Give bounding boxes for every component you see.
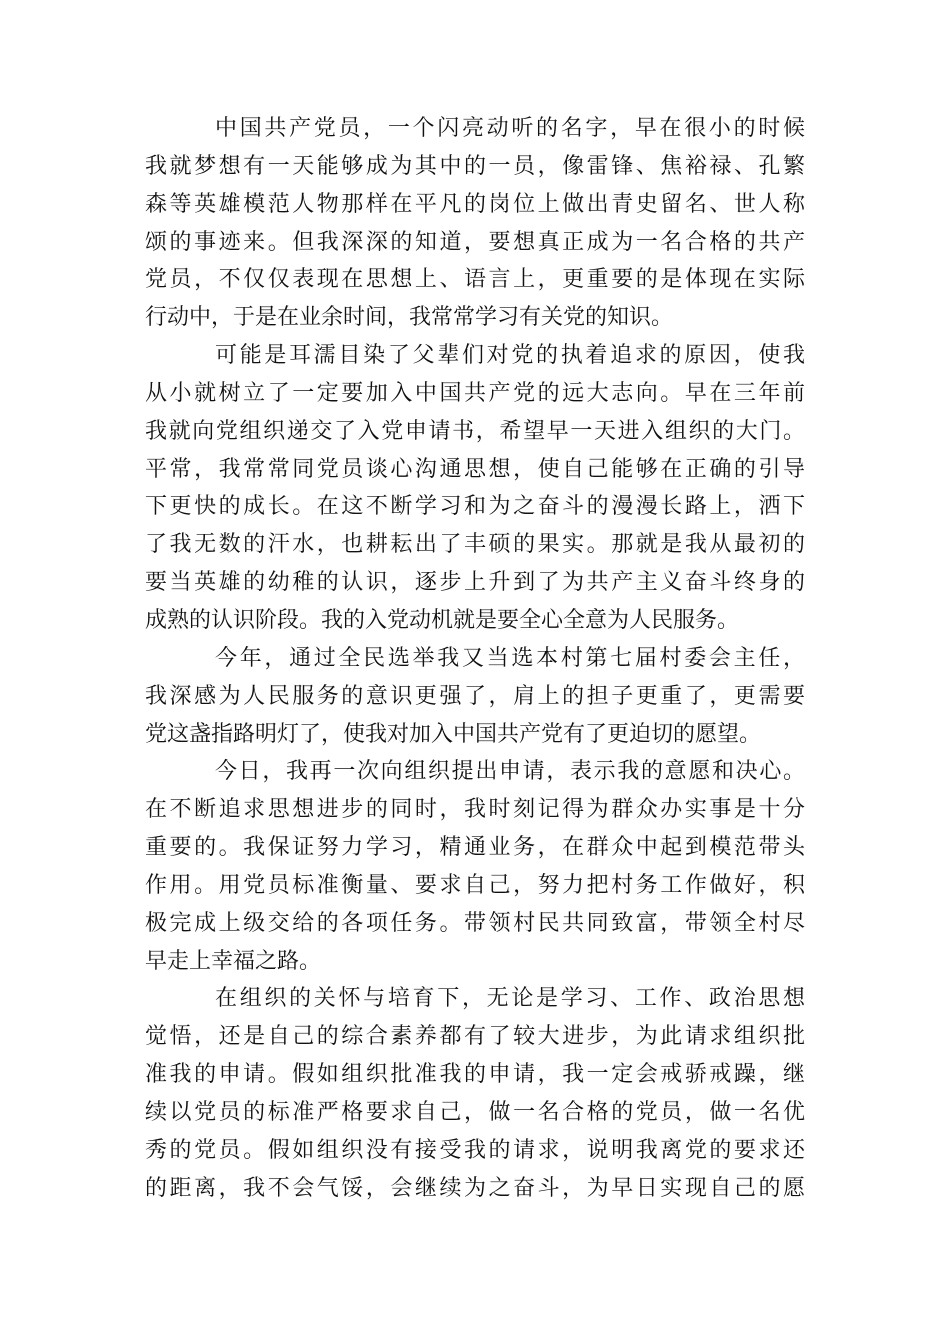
text-line: 行动中，于是在业余时间，我常常学习有关党的知识。 [145, 305, 674, 331]
text-line: 准我的申请。假如组织批准我的申请，我一定会戒骄戒躁，继 [145, 1062, 805, 1088]
text-line: 早走上幸福之路。 [145, 948, 322, 974]
paragraph-2 [145, 337, 805, 640]
text-line: 党员，不仅仅表现在思想上、语言上，更重要的是体现在实际 [145, 267, 805, 293]
text-line: 下更快的成长。在这不断学习和为之奋斗的漫漫长路上，洒下 [145, 494, 805, 520]
text-line: 重要的。我保证努力学习，精通业务，在群众中起到模范带头 [145, 835, 805, 861]
text-line: 要当英雄的幼稚的认识，逐步上升到了为共产主义奋斗终身的 [145, 570, 805, 596]
document-body [145, 110, 805, 1207]
text-line: 森等英雄模范人物那样在平凡的岗位上做出青史留名、世人称 [145, 191, 805, 217]
text-line: 中国共产党员，一个闪亮动听的名字，早在很小的时候 [215, 116, 805, 141]
text-line: 在不断追求思想进步的同时，我时刻记得为群众办实事是十分 [145, 797, 805, 823]
text-line: 在组织的关怀与培育下，无论是学习、工作、政治思想 [215, 986, 805, 1012]
text-line: 我深感为人民服务的意识更强了，肩上的担子更重了，更需要 [145, 683, 805, 709]
text-line: 今日，我再一次向组织提出申请，表示我的意愿和决心。 [215, 759, 805, 785]
text-line: 我就向党组织递交了入党申请书，希望早一天进入组织的大门。 [145, 418, 805, 444]
text-line: 作用。用党员标准衡量、要求自己，努力把村务工作做好，积 [145, 872, 805, 898]
text-line: 极完成上级交给的各项任务。带领村民共同致富，带领全村尽 [145, 910, 805, 936]
paragraph-1 [145, 110, 805, 337]
text-line: 颂的事迹来。但我深深的知道，要想真正成为一名合格的共产 [145, 229, 805, 255]
text-line: 成熟的认识阶段。我的入党动机就是要全心全意为人民服务。 [145, 607, 740, 633]
text-line: 今年，通过全民选举我又当选本村第七届村委会主任， [215, 645, 805, 671]
paragraph-5 [145, 980, 805, 1207]
text-line: 我就梦想有一天能够成为其中的一员，像雷锋、焦裕禄、孔繁 [145, 153, 805, 179]
text-line: 续以党员的标准严格要求自己，做一名合格的党员，做一名优 [145, 1099, 805, 1125]
paragraph-4 [145, 753, 805, 980]
text-line: 秀的党员。假如组织没有接受我的请求，说明我离党的要求还 [145, 1137, 805, 1163]
text-line: 平常，我常常同党员谈心沟通思想，使自己能够在正确的引导 [145, 456, 805, 482]
text-line: 党这盏指路明灯了，使我对加入中国共产党有了更迫切的愿望。 [145, 721, 762, 747]
paragraph-3 [145, 640, 805, 754]
text-line: 觉悟，还是自己的综合素养都有了较大进步，为此请求组织批 [145, 1024, 805, 1050]
text-line: 的距离，我不会气馁，会继续为之奋斗，为早日实现自己的愿 [145, 1175, 805, 1201]
text-line: 可能是耳濡目染了父辈们对党的执着追求的原因，使我 [215, 343, 805, 369]
text-line: 了我无数的汗水，也耕耘出了丰硕的果实。那就是我从最初的 [145, 532, 805, 558]
text-line: 从小就树立了一定要加入中国共产党的远大志向。早在三年前 [145, 380, 805, 406]
